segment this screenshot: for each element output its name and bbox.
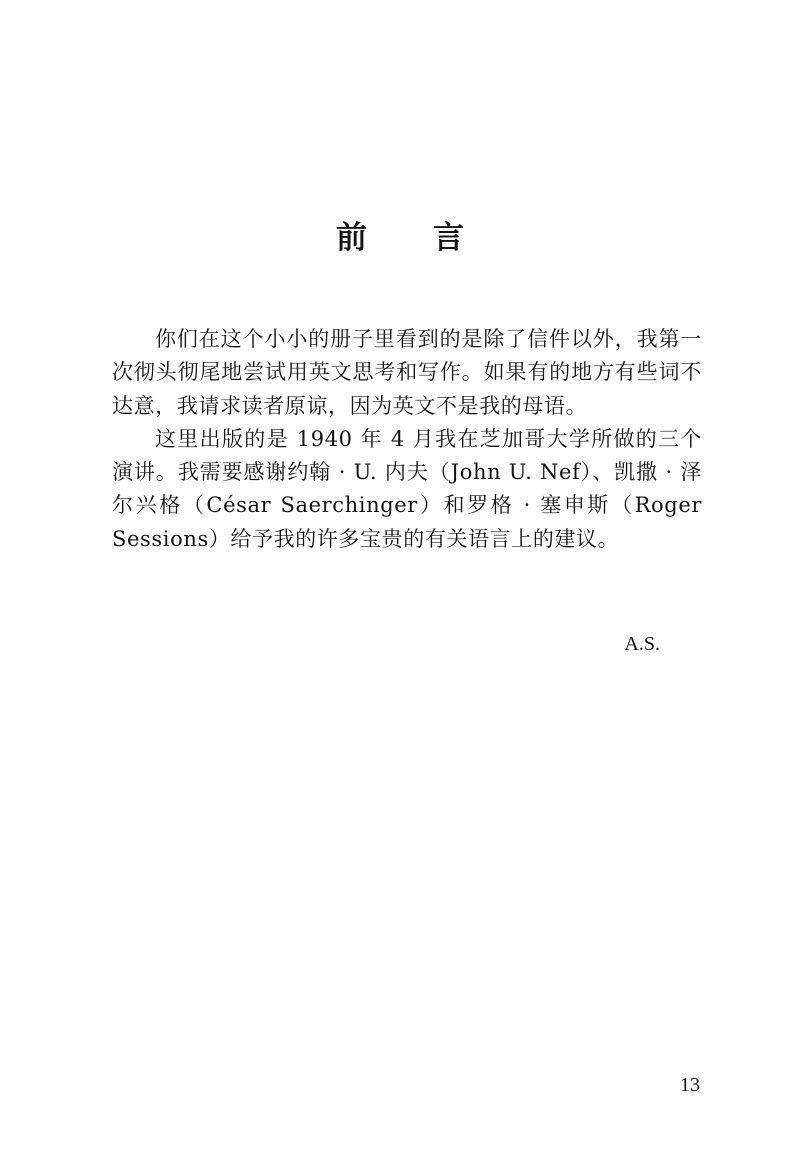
page-title bbox=[0, 214, 800, 262]
signature: A.S. bbox=[624, 633, 660, 655]
title-char-1: 前 bbox=[336, 220, 367, 256]
paragraph-1: 你们在这个小小的册子里看到的是除了信件以外，我第一次彻头彻尾地尝试用英文思考和写作。如果有的地方有些词不达意，我请求读者原谅，因为英文不是我的母语。 bbox=[112, 327, 702, 418]
title-char-2: 言 bbox=[433, 220, 464, 256]
page-number: 13 bbox=[680, 1074, 700, 1096]
paragraph-2: 这里出版的是 1940 年 4 月我在芝加哥大学所做的三个演讲。我需要感谢约翰 · U. 内夫（John U. Nef）、凯撒 · 泽尔兴格（César Saerchinger）和罗格 · 塞申斯（Roger Sessions）给予我的许多宝贵的有关语言上的建议。 bbox=[112, 426, 702, 551]
preface-body bbox=[112, 323, 702, 556]
